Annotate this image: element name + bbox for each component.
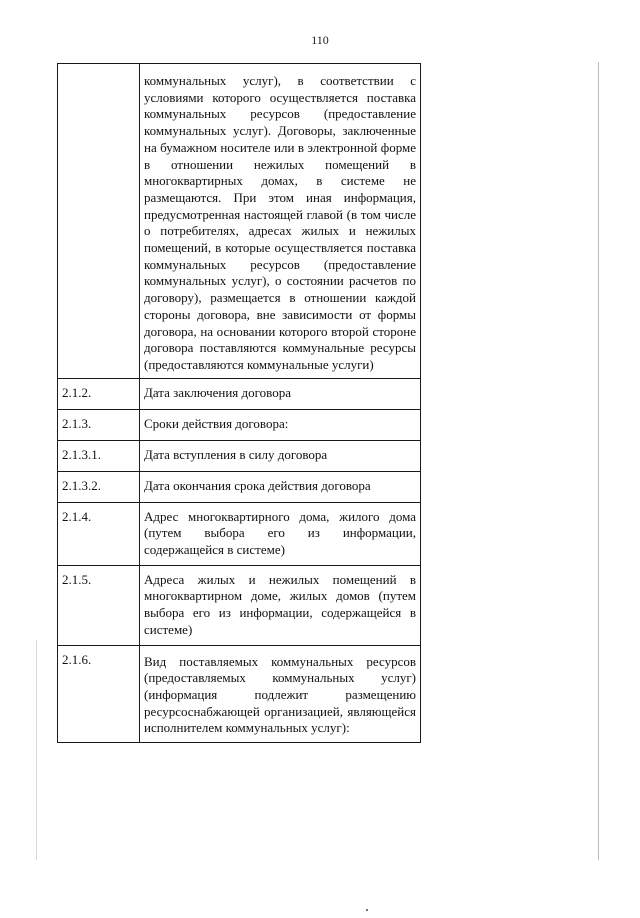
scan-speck bbox=[366, 909, 368, 911]
table-row bbox=[58, 409, 421, 440]
row-number: 2.1.6. bbox=[58, 645, 140, 743]
table-row bbox=[58, 64, 421, 379]
row-number: 2.1.5. bbox=[58, 565, 140, 645]
table-row bbox=[58, 440, 421, 471]
row-number bbox=[58, 64, 140, 379]
row-number: 2.1.4. bbox=[58, 502, 140, 565]
row-number: 2.1.3.2. bbox=[58, 471, 140, 502]
row-text: Адрес многоквартирного дома, жилого дома (путем выбора его из информации, содержащейся в системе) bbox=[140, 502, 421, 565]
page-number: 110 bbox=[311, 33, 329, 47]
row-text: Дата заключения договора bbox=[140, 378, 421, 409]
row-number: 2.1.3.1. bbox=[58, 440, 140, 471]
table-row bbox=[58, 471, 421, 502]
row-text: Адреса жилых и нежилых помещений в многоквартирном доме, жилых домов (путем выбора его из информации, содержащейся в системе) bbox=[140, 565, 421, 645]
row-text: Дата вступления в силу договора bbox=[140, 440, 421, 471]
row-text: Сроки действия договора: bbox=[140, 409, 421, 440]
row-text: Дата окончания срока действия договора bbox=[140, 471, 421, 502]
row-number: 2.1.3. bbox=[58, 409, 140, 440]
table-row bbox=[58, 378, 421, 409]
row-text: Вид поставляемых коммунальных ресурсов (предоставляемых коммунальных услуг) (информация подлежит размещению ресурсоснабжающей организацией, являющейся исполнителем коммунальных услуг): bbox=[140, 645, 421, 743]
scan-margin-line bbox=[598, 62, 599, 860]
table-row bbox=[58, 565, 421, 645]
table-row bbox=[58, 502, 421, 565]
row-text: коммунальных услуг), в соответствии с условиями которого осуществляется поставка коммунальных ресурсов (предоставление коммунальных услуг). Договоры, заключенные на бумажном носителе или в электронной форме в отношении нежилых помещений в многоквартирных домах, в системе не размещаются. При этом иная информация, предусмотренная настоящей главой (в том числе о потребителях, адресах жилых и нежилых помещений, в которые осуществляется поставка коммунальных ресурсов (предоставление коммунальных услуг), о состоянии расчетов по договору), размещается в отношении каждой стороны договора, вне зависимости от формы договора, на основании которого второй стороне договора поставляются коммунальные ресурсы (предоставляются коммунальные услуги) bbox=[140, 64, 421, 379]
document-table bbox=[57, 63, 421, 743]
table-row bbox=[58, 645, 421, 743]
row-number: 2.1.2. bbox=[58, 378, 140, 409]
scan-margin-line-left bbox=[36, 640, 37, 860]
